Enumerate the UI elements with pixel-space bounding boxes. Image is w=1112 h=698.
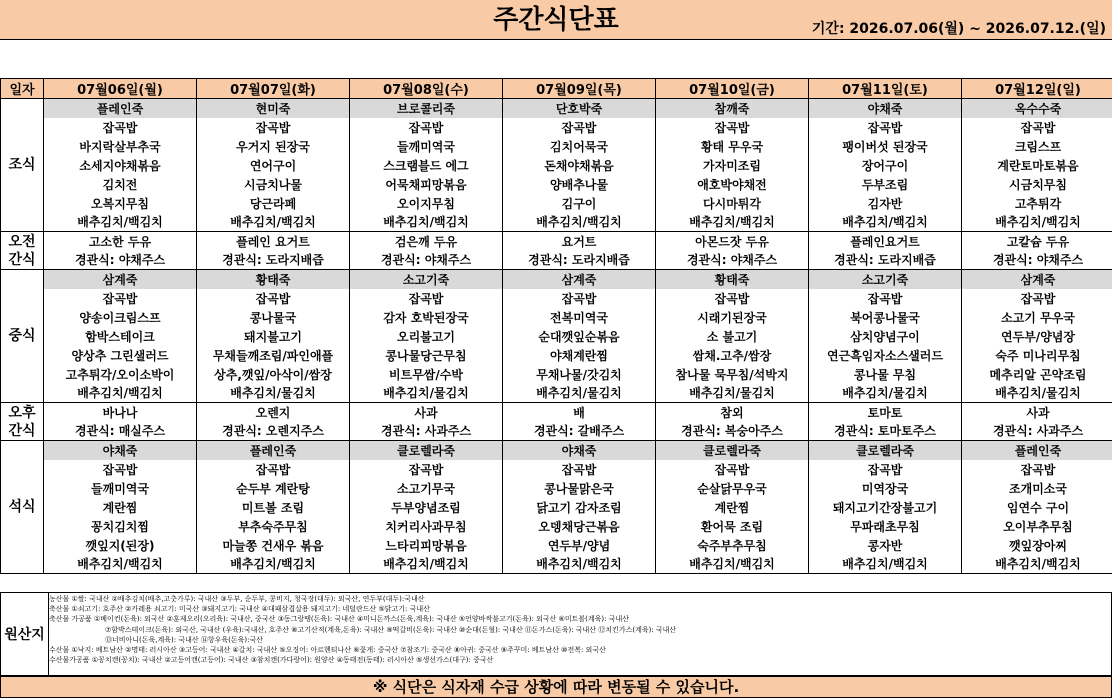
meal-row	[1, 289, 1112, 308]
menu-item-cell: 잡곡밥	[809, 460, 962, 479]
menu-item-cell: 오복지무침	[44, 194, 197, 213]
menu-item-cell: 배추김치/물김치	[656, 384, 809, 403]
menu-item-cell: 크림스프	[962, 137, 1112, 156]
menu-item-cell: 요거트	[503, 232, 656, 251]
porridge-cell: 삼계죽	[962, 270, 1112, 289]
menu-item-cell: 환어묵 조림	[656, 517, 809, 536]
menu-item-cell: 잡곡밥	[656, 460, 809, 479]
menu-item-cell: 경관식: 야채주스	[44, 251, 197, 270]
menu-item-cell: 배추김치/백김치	[656, 213, 809, 232]
origin-line: ⑬너비아니(돈육,계육): 국내산 ⑭항우육(돈육):국산	[105, 635, 264, 644]
menu-item-cell: 경관식: 사과주스	[962, 422, 1112, 441]
menu-item-cell: 김구이	[503, 194, 656, 213]
origin-lines	[49, 594, 1111, 665]
porridge-cell: 황태죽	[656, 270, 809, 289]
menu-item-cell: 사과	[962, 403, 1112, 422]
menu-item-cell: 전복미역국	[503, 308, 656, 327]
menu-item-cell: 북어콩나물국	[809, 308, 962, 327]
porridge-cell: 플레인죽	[197, 441, 350, 460]
menu-item-cell: 배추김치/백김치	[350, 213, 503, 232]
menu-item-cell: 계란찜	[656, 498, 809, 517]
menu-item-cell: 바나나	[44, 403, 197, 422]
origin-line: 수산물가공품 ①꽁치캔(꽁치): 국내산 ②고등어캔(고등어): 국내산 ③참치캔(가다랑어): 원양산 ④동태전(동태): 러시아산 ⑤생선가스(대구): 중국산	[49, 656, 494, 665]
porridge-cell: 야채죽	[44, 441, 197, 460]
meal-label: 오후 간식	[1, 403, 44, 441]
menu-item-cell: 잡곡밥	[197, 118, 350, 137]
menu-item-cell: 미트볼 조림	[197, 498, 350, 517]
menu-item-cell: 오이지무침	[350, 194, 503, 213]
meal-row	[1, 536, 1112, 555]
menu-item-cell: 삼치양념구이	[809, 327, 962, 346]
menu-item-cell: 비트무쌈/수박	[350, 365, 503, 384]
menu-item-cell: 배추김치/물김치	[962, 384, 1112, 403]
menu-item-cell: 배	[503, 403, 656, 422]
meal-row	[1, 270, 1112, 289]
menu-item-cell: 무채들깨조림/파인애플	[197, 346, 350, 365]
menu-item-cell: 플레인요거트	[809, 232, 962, 251]
menu-item-cell: 배추김치/백김치	[503, 555, 656, 574]
menu-item-cell: 콩나물국	[197, 308, 350, 327]
menu-item-cell: 경관식: 복숭아주스	[656, 422, 809, 441]
meal-row	[1, 365, 1112, 384]
menu-item-cell: 배추김치/백김치	[503, 213, 656, 232]
menu-item-cell: 콩나물 무침	[809, 365, 962, 384]
menu-item-cell: 검은깨 두유	[350, 232, 503, 251]
menu-item-cell: 닭고기 감자조림	[503, 498, 656, 517]
menu-item-cell: 계란찜	[44, 498, 197, 517]
menu-item-cell: 잡곡밥	[656, 289, 809, 308]
menu-item-cell: 경관식: 야채주스	[656, 251, 809, 270]
menu-item-cell: 다시마튀각	[656, 194, 809, 213]
meal-row	[1, 232, 1112, 251]
menu-item-cell: 아몬드잣 두유	[656, 232, 809, 251]
menu-item-cell: 참나물 묵무침/석박지	[656, 365, 809, 384]
menu-item-cell: 잡곡밥	[197, 289, 350, 308]
menu-item-cell: 잡곡밥	[962, 118, 1112, 137]
menu-item-cell: 순두부 계란탕	[197, 479, 350, 498]
menu-item-cell: 소세지야채볶음	[44, 156, 197, 175]
porridge-cell: 클로렐라죽	[350, 441, 503, 460]
meal-row	[1, 213, 1112, 232]
menu-item-cell: 오이부추무침	[962, 517, 1112, 536]
page-title: 주간식단표	[493, 5, 619, 35]
menu-item-cell: 배추김치/백김치	[809, 555, 962, 574]
meal-row	[1, 441, 1112, 460]
meal-row	[1, 118, 1112, 137]
menu-item-cell: 황태 무우국	[656, 137, 809, 156]
porridge-cell: 옥수수죽	[962, 99, 1112, 118]
menu-item-cell: 임연수 구이	[962, 498, 1112, 517]
porridge-cell: 브로콜리죽	[350, 99, 503, 118]
meal-label: 조식	[1, 99, 44, 232]
menu-item-cell: 경관식: 야채주스	[962, 251, 1112, 270]
menu-item-cell: 김치어묵국	[503, 137, 656, 156]
porridge-cell: 클로렐라죽	[809, 441, 962, 460]
menu-item-cell: 양송이크림스프	[44, 308, 197, 327]
menu-item-cell: 잡곡밥	[44, 460, 197, 479]
meal-row	[1, 422, 1112, 441]
meal-row	[1, 156, 1112, 175]
menu-item-cell: 경관식: 도라지배즙	[809, 251, 962, 270]
menu-item-cell: 바지락살부추국	[44, 137, 197, 156]
meal-row	[1, 175, 1112, 194]
menu-item-cell: 순살닭무우국	[656, 479, 809, 498]
porridge-cell: 황태죽	[197, 270, 350, 289]
meal-row	[1, 384, 1112, 403]
day-header: 07월10일(금)	[656, 79, 809, 99]
menu-item-cell: 잡곡밥	[503, 460, 656, 479]
menu-item-cell: 토마토	[809, 403, 962, 422]
origin-line: 수산물 ①낙지: 베트남산 ②명태: 러시아산 ③고등어: 국내산 ④갈치: 국내산 ⑤오징어: 아르헨티나산 ⑥꽃게: 중국산 ⑦참조기: 중국산 ⑧아귀: 중국산 ⑨주꾸미: 베트남산 ⑩전복: 외국산	[49, 645, 606, 654]
menu-item-cell: 깻잎지(된장)	[44, 536, 197, 555]
menu-item-cell: 함박스테이크	[44, 327, 197, 346]
menu-item-cell: 배추김치/백김치	[44, 213, 197, 232]
menu-item-cell: 참외	[656, 403, 809, 422]
menu-item-cell: 잡곡밥	[503, 118, 656, 137]
day-header: 07월12일(일)	[962, 79, 1112, 99]
menu-item-cell: 연근흑임자소스샐러드	[809, 346, 962, 365]
menu-item-cell: 배추김치/물김치	[350, 384, 503, 403]
menu-item-cell: 경관식: 사과주스	[350, 422, 503, 441]
menu-item-cell: 플레인 요거트	[197, 232, 350, 251]
menu-item-cell: 치커리사과무침	[350, 517, 503, 536]
date-header-label: 일자	[1, 79, 44, 99]
date-header-row	[1, 79, 1112, 99]
meal-row	[1, 555, 1112, 574]
meal-label: 중식	[1, 270, 44, 403]
menu-item-cell: 메추리알 곤약조림	[962, 365, 1112, 384]
menu-item-cell: 콩나물맑은국	[503, 479, 656, 498]
menu-item-cell: 고칼슘 두유	[962, 232, 1112, 251]
porridge-cell: 삼계죽	[44, 270, 197, 289]
menu-item-cell: 연두부/양념장	[962, 327, 1112, 346]
menu-item-cell: 배추김치/백김치	[197, 555, 350, 574]
menu-item-cell: 잡곡밥	[962, 460, 1112, 479]
porridge-cell: 클로렐라죽	[656, 441, 809, 460]
meal-label: 석식	[1, 441, 44, 574]
meal-row	[1, 346, 1112, 365]
menu-item-cell: 경관식: 오렌지주스	[197, 422, 350, 441]
menu-item-cell: 돈채야채볶음	[503, 156, 656, 175]
porridge-cell: 현미죽	[197, 99, 350, 118]
day-header: 07월07일(화)	[197, 79, 350, 99]
porridge-cell: 참깨죽	[656, 99, 809, 118]
menu-item-cell: 소고기 무우국	[962, 308, 1112, 327]
menu-item-cell: 배추김치/물김치	[809, 384, 962, 403]
menu-item-cell: 배추김치/백김치	[197, 213, 350, 232]
day-header: 07월09일(목)	[503, 79, 656, 99]
meal-row	[1, 403, 1112, 422]
menu-item-cell: 배추김치/백김치	[962, 555, 1112, 574]
menu-item-cell: 숙주부추무침	[656, 536, 809, 555]
menu-item-cell: 잡곡밥	[503, 289, 656, 308]
meal-row	[1, 137, 1112, 156]
meal-row	[1, 308, 1112, 327]
porridge-cell: 삼계죽	[503, 270, 656, 289]
menu-body	[1, 99, 1112, 574]
meal-row	[1, 99, 1112, 118]
menu-item-cell: 팽이버섯 된장국	[809, 137, 962, 156]
menu-item-cell: 배추김치/백김치	[44, 384, 197, 403]
menu-item-cell: 배추김치/백김치	[809, 213, 962, 232]
menu-item-cell: 사과	[350, 403, 503, 422]
origin-label: 원산지	[1, 593, 49, 675]
menu-item-cell: 꽁치김치찜	[44, 517, 197, 536]
menu-item-cell: 고추튀각	[962, 194, 1112, 213]
menu-item-cell: 어묵채피망볶음	[350, 175, 503, 194]
menu-item-cell: 야채계란찜	[503, 346, 656, 365]
menu-item-cell: 깻잎장아찌	[962, 536, 1112, 555]
menu-item-cell: 김치전	[44, 175, 197, 194]
menu-item-cell: 무파래초무침	[809, 517, 962, 536]
menu-item-cell: 잡곡밥	[809, 289, 962, 308]
menu-item-cell: 콩나물당근무침	[350, 346, 503, 365]
menu-item-cell: 양상추 그린샐러드	[44, 346, 197, 365]
period-text: 기간: 2026.07.06(월) ~ 2026.07.12.(일)	[811, 21, 1106, 37]
menu-item-cell: 경관식: 도라지배즙	[197, 251, 350, 270]
porridge-cell: 플레인죽	[44, 99, 197, 118]
menu-item-cell: 무채나물/갓김치	[503, 365, 656, 384]
menu-item-cell: 콩자반	[809, 536, 962, 555]
menu-item-cell: 경관식: 야채주스	[350, 251, 503, 270]
menu-item-cell: 두부조림	[809, 175, 962, 194]
menu-item-cell: 배추김치/백김치	[350, 555, 503, 574]
menu-item-cell: 배추김치/물김치	[197, 384, 350, 403]
menu-item-cell: 부추숙주무침	[197, 517, 350, 536]
menu-item-cell: 당근라페	[197, 194, 350, 213]
menu-item-cell: 고소한 두유	[44, 232, 197, 251]
menu-item-cell: 잡곡밥	[962, 289, 1112, 308]
menu-item-cell: 마늘쫑 건새우 볶음	[197, 536, 350, 555]
menu-item-cell: 잡곡밥	[809, 118, 962, 137]
menu-item-cell: 장어구이	[809, 156, 962, 175]
menu-item-cell: 순대깻잎순볶음	[503, 327, 656, 346]
day-header: 07월06일(월)	[44, 79, 197, 99]
menu-item-cell: 연어구이	[197, 156, 350, 175]
meal-row	[1, 194, 1112, 213]
menu-item-cell: 배추김치/물김치	[503, 384, 656, 403]
menu-item-cell: 쌈채.고추/쌈장	[656, 346, 809, 365]
origin-section	[0, 592, 1112, 676]
porridge-cell: 소고기죽	[350, 270, 503, 289]
footer-notice: ※ 식단은 식자재 수급 상황에 따라 변동될 수 있습니다.	[0, 676, 1112, 698]
menu-item-cell: 우거지 된장국	[197, 137, 350, 156]
menu-item-cell: 고추튀각/오이소박이	[44, 365, 197, 384]
menu-item-cell: 오렌지	[197, 403, 350, 422]
menu-item-cell: 소 불고기	[656, 327, 809, 346]
menu-item-cell: 숙주 미나리무침	[962, 346, 1112, 365]
menu-item-cell: 잡곡밥	[350, 460, 503, 479]
menu-item-cell: 양배추나물	[503, 175, 656, 194]
menu-table	[0, 78, 1112, 574]
meal-row	[1, 327, 1112, 346]
origin-line: 축산물 ①쇠고기: 호주산 ②카레용 쇠고기: 미국산 ③돼지고기: 국내산 ④대패삼겹살용 돼지고기: 네덜란드산 ⑤닭고기: 국내산	[49, 605, 430, 614]
porridge-cell: 플레인죽	[962, 441, 1112, 460]
menu-item-cell: 조개미소국	[962, 479, 1112, 498]
menu-item-cell: 가자미조림	[656, 156, 809, 175]
menu-item-cell: 감자 호박된장국	[350, 308, 503, 327]
day-header: 07월11일(토)	[809, 79, 962, 99]
menu-item-cell: 느타리피망볶음	[350, 536, 503, 555]
menu-item-cell: 계란토마토볶음	[962, 156, 1112, 175]
menu-item-cell: 돼지불고기	[197, 327, 350, 346]
meal-row	[1, 460, 1112, 479]
meal-row	[1, 251, 1112, 270]
menu-item-cell: 배추김치/백김치	[656, 555, 809, 574]
meal-row	[1, 479, 1112, 498]
day-header: 07월08일(수)	[350, 79, 503, 99]
menu-item-cell: 오리불고기	[350, 327, 503, 346]
menu-item-cell: 잡곡밥	[350, 118, 503, 137]
menu-item-cell: 미역장국	[809, 479, 962, 498]
menu-item-cell: 잡곡밥	[656, 118, 809, 137]
menu-item-cell: 배추김치/백김치	[44, 555, 197, 574]
porridge-cell: 소고기죽	[809, 270, 962, 289]
menu-item-cell: 연두부/양념	[503, 536, 656, 555]
menu-item-cell: 소고기무국	[350, 479, 503, 498]
menu-item-cell: 들깨미역국	[44, 479, 197, 498]
meal-row	[1, 517, 1112, 536]
menu-item-cell: 스크램블드 에그	[350, 156, 503, 175]
origin-line: 농산물 ①쌀: 국내산 ②배추김치(배추,고춧가루): 국내산 ③두부, 순두부, 콩비지, 청국장(대두): 외국산, 연두부(대두):국내산	[49, 595, 425, 603]
menu-item-cell: 잡곡밥	[44, 289, 197, 308]
menu-item-cell: 잡곡밥	[350, 289, 503, 308]
menu-item-cell: 시금치나물	[197, 175, 350, 194]
menu-item-cell: 경관식: 도라지배즙	[503, 251, 656, 270]
menu-item-cell: 오뎅채당근볶음	[503, 517, 656, 536]
menu-item-cell: 경관식: 토마토주스	[809, 422, 962, 441]
menu-item-cell: 잡곡밥	[44, 118, 197, 137]
menu-item-cell: 돼지고기간장불고기	[809, 498, 962, 517]
menu-item-cell: 들깨미역국	[350, 137, 503, 156]
menu-item-cell: 상추,깻잎/아삭이/쌈장	[197, 365, 350, 384]
meal-row	[1, 498, 1112, 517]
menu-item-cell: 두부양념조림	[350, 498, 503, 517]
origin-line: ⑦함박스테이크(돈육): 외국산, 국내산 (우육):국내산, 호주산 ⑧고기산적(계육,돈육): 국내산 ⑨떡갈비(돈육): 국내산 ⑩순대(돈혈): 국내산 ⑪돈가스(돈육): 국내산 ⑫치킨가스(계육): 국내산	[105, 625, 677, 634]
porridge-cell: 야채죽	[503, 441, 656, 460]
meal-label: 오전 간식	[1, 232, 44, 270]
origin-line: 축산물 가공품 ①베이컨(돈육): 외국산 ②훈제오리(오리육): 국내산, 중국산 ③동그랑땡(돈육): 국내산 ④미니돈까스(돈육,계육): 국내산 ⑤언양바싹불고기(돈육): 외국산 ⑥미트볼(계육): 국내산	[49, 615, 629, 624]
menu-item-cell: 김자반	[809, 194, 962, 213]
menu-item-cell: 잡곡밥	[197, 460, 350, 479]
porridge-cell: 야채죽	[809, 99, 962, 118]
menu-item-cell: 경관식: 갈배주스	[503, 422, 656, 441]
menu-item-cell: 시금치무침	[962, 175, 1112, 194]
porridge-cell: 단호박죽	[503, 99, 656, 118]
menu-item-cell: 애호박야채전	[656, 175, 809, 194]
menu-item-cell: 경관식: 매실주스	[44, 422, 197, 441]
page-header	[0, 0, 1112, 40]
menu-item-cell: 배추김치/백김치	[962, 213, 1112, 232]
menu-item-cell: 시래기된장국	[656, 308, 809, 327]
